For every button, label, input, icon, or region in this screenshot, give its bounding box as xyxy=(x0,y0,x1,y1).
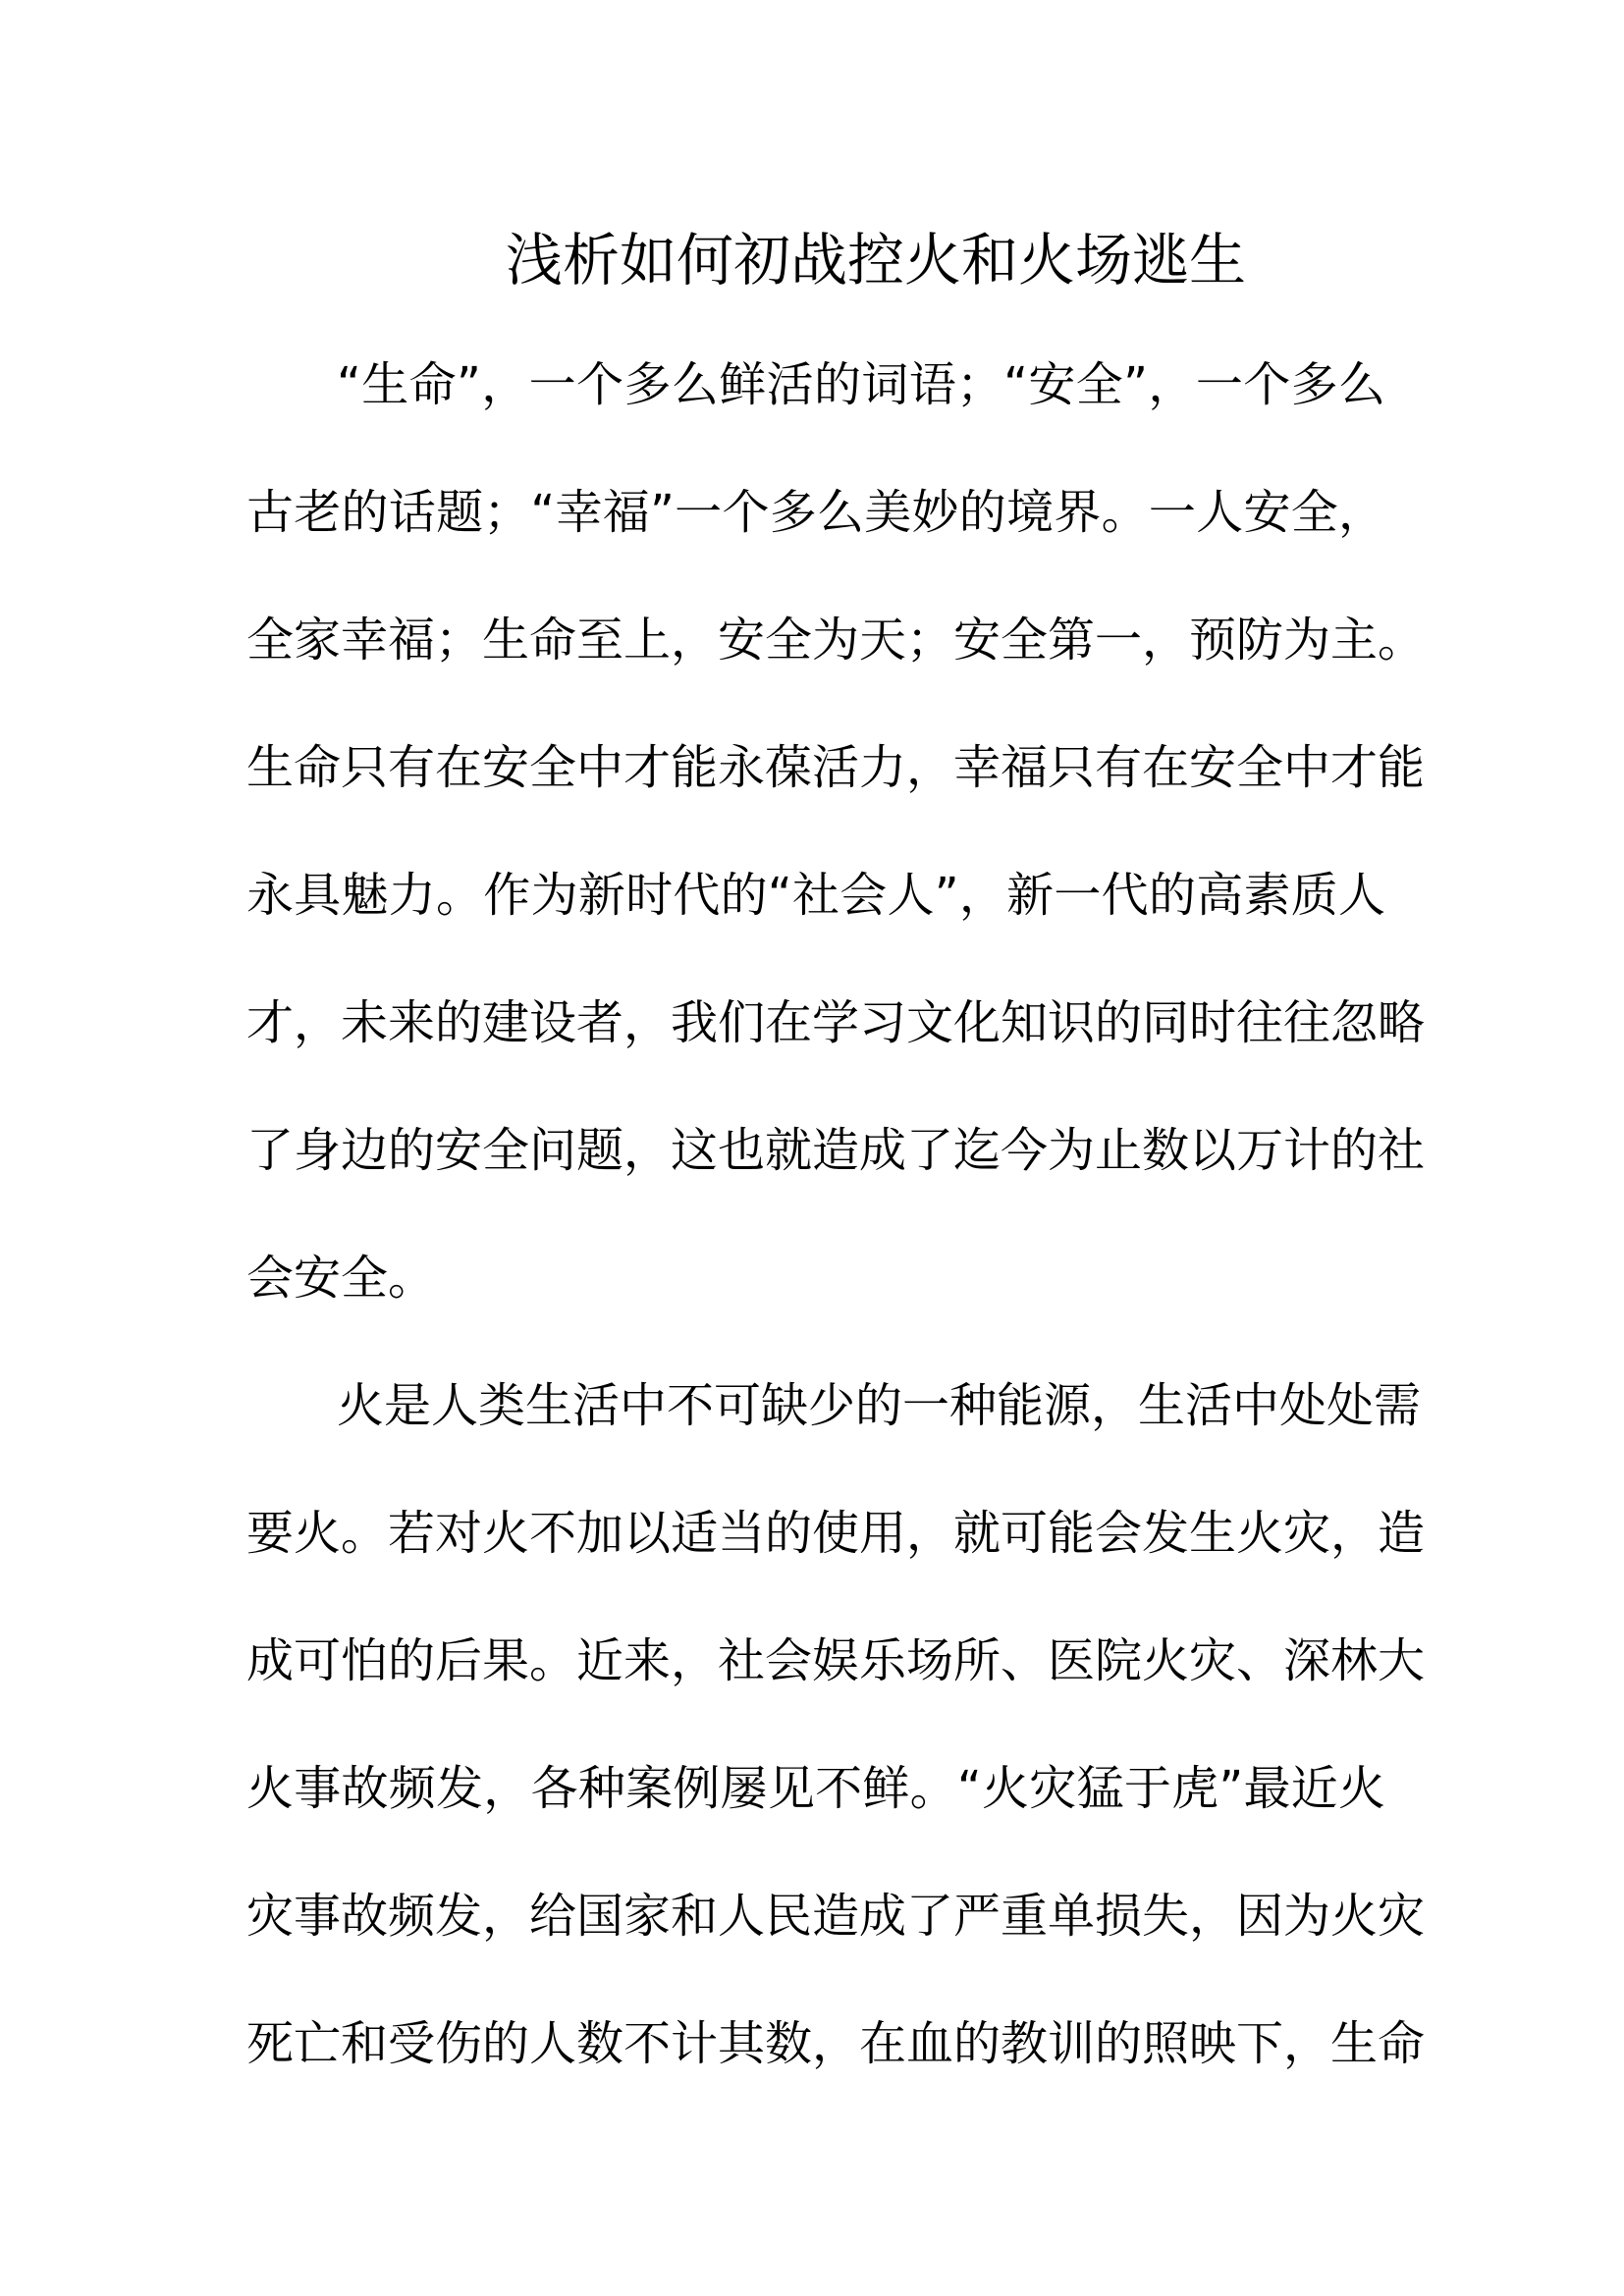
paragraph-2-line-2: 要火。若对火不加以适当的使用，就可能会发生火灾，造 xyxy=(246,1506,1426,1561)
document-title: 浅析如何初战控火和火场逃生 xyxy=(505,227,1246,294)
paragraph-1-line-5: 永具魅力。作为新时代的“社会人”，新一代的高素质人 xyxy=(246,868,1385,923)
paragraph-1-line-8: 会安全。 xyxy=(246,1251,436,1306)
paragraph-2-line-1: 火是人类生活中不可缺少的一种能源，生活中处处需 xyxy=(337,1378,1422,1433)
paragraph-1-line-6: 才，未来的建设者，我们在学习文化知识的同时往往忽略 xyxy=(246,995,1426,1050)
paragraph-1-line-4: 生命只有在安全中才能永葆活力，幸福只有在安全中才能 xyxy=(246,740,1426,795)
paragraph-2-line-5: 灾事故频发，给国家和人民造成了严重单损失，因为火灾 xyxy=(246,1889,1426,1944)
paragraph-1-line-7: 了身边的安全问题，这也就造成了迄今为止数以万计的社 xyxy=(246,1123,1426,1178)
paragraph-1-line-3: 全家幸福；生命至上，安全为天；安全第一，预防为主。 xyxy=(246,613,1426,667)
paragraph-2-line-3: 成可怕的后果。近来，社会娱乐场所、医院火灾、深林大 xyxy=(246,1633,1426,1688)
paragraph-1-line-2: 古老的话题；“幸福”一个多么美妙的境界。一人安全， xyxy=(246,485,1385,540)
paragraph-2-line-6: 死亡和受伤的人数不计其数，在血的教训的照映下，生命 xyxy=(246,2016,1426,2071)
paragraph-2-line-4: 火事故频发，各种案例屡见不鲜。“火灾猛于虎”最近火 xyxy=(246,1761,1385,1816)
paragraph-1-line-1: “生命”，一个多么鲜活的词语；“安全”，一个多么 xyxy=(337,357,1385,412)
